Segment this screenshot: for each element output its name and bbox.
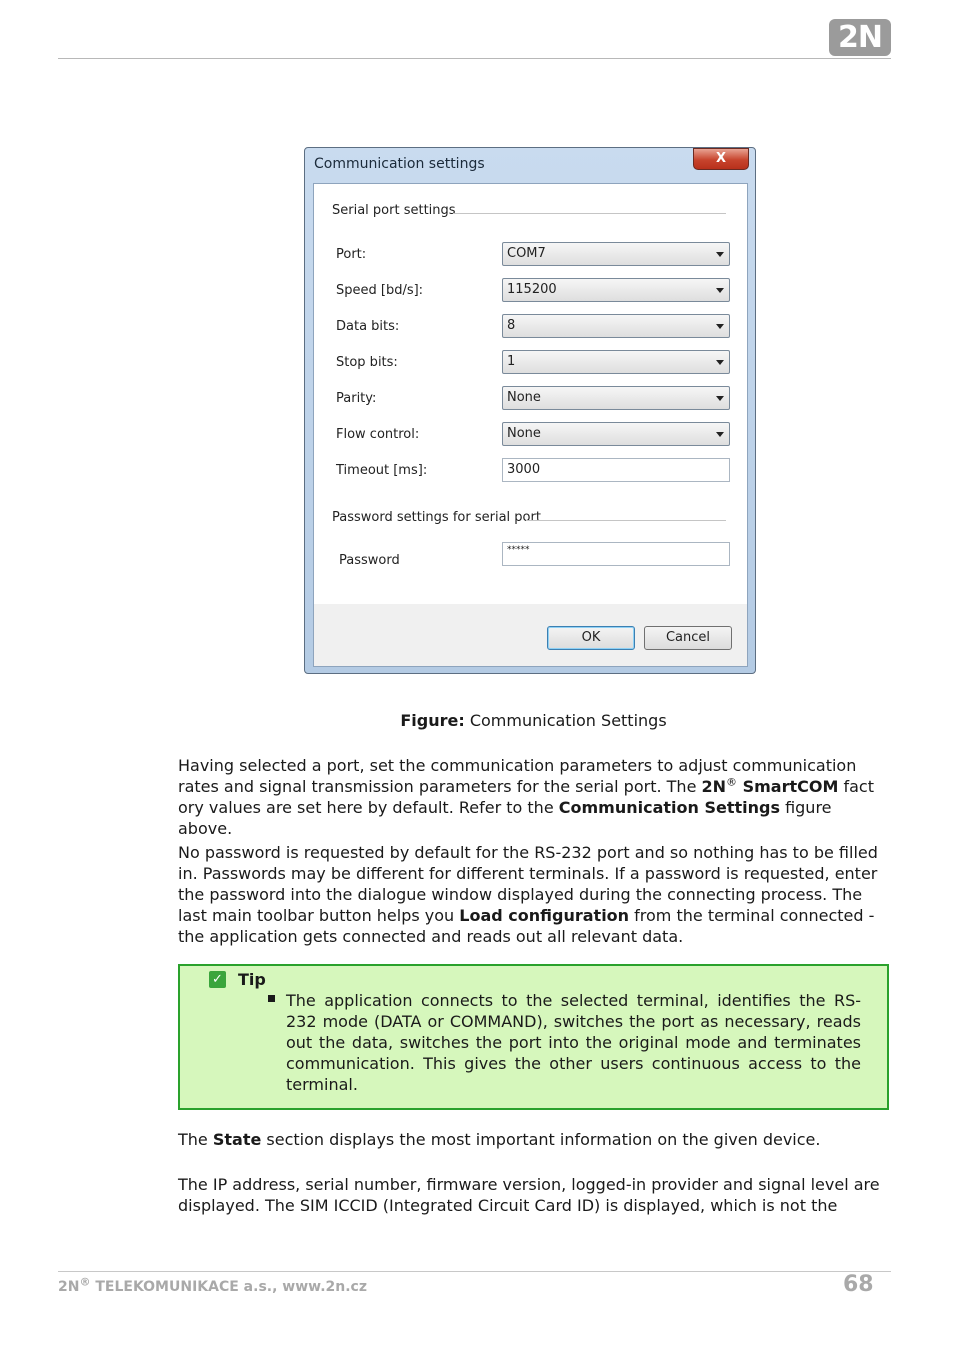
tip-title: Tip [238, 970, 266, 989]
stop-bits-select[interactable]: 1 [502, 350, 730, 374]
flow-control-label: Flow control: [336, 427, 420, 442]
tip-box [178, 964, 889, 1110]
page-number: 68 [843, 1272, 874, 1297]
speed-label: Speed [bd/s]: [336, 283, 424, 298]
paragraph-state: The State section displays the most important information on the given device. [178, 1130, 821, 1149]
group-divider [526, 520, 726, 521]
chevron-down-icon [716, 396, 724, 401]
tip-text: The application connects to the selected terminal, identifies the RS-232 mode (DATA or COMMAND), switches the port as necessary, reads out the data, switches the port into the original mode and terminates communication. This gives the other users continuous access to the terminal. [286, 991, 861, 1094]
figure-caption: Figure: Communication Settings [400, 711, 667, 730]
2n-logo: 2N [829, 19, 891, 56]
chevron-down-icon [716, 324, 724, 329]
password-label: Password [339, 553, 400, 568]
chevron-down-icon [716, 288, 724, 293]
close-icon[interactable]: X [693, 148, 749, 170]
parity-label: Parity: [336, 391, 377, 406]
ok-button[interactable]: OK [547, 626, 635, 650]
group-divider [453, 213, 726, 214]
serial-port-group-label: Serial port settings [332, 203, 456, 218]
data-bits-label: Data bits: [336, 319, 400, 334]
dialog-client-area [313, 183, 748, 667]
bullet-icon [268, 995, 275, 1002]
port-label: Port: [336, 247, 367, 262]
paragraph-parameters: Having selected a port, set the communication parameters to adjust communication rates and signal transmission parameters for the serial port. The 2N® SmartCOM fact ory values are set here by default. Refer to the Communication Settings figure above. [178, 756, 874, 838]
chevron-down-icon [716, 360, 724, 365]
password-input[interactable]: ***** [502, 542, 730, 566]
chevron-down-icon [716, 252, 724, 257]
parity-select[interactable]: None [502, 386, 730, 410]
stop-bits-label: Stop bits: [336, 355, 398, 370]
chevron-down-icon [716, 432, 724, 437]
dialog-title: Communication settings [314, 156, 485, 172]
flow-control-select[interactable]: None [502, 422, 730, 446]
paragraph-password: No password is requested by default for the RS-232 port and so nothing has to be filled in. Passwords may be different for different terminals. If a password is requested, enter the password into the dialogue window displayed during the connecting process. The last main toolbar button helps you Load configuration from the terminal connected - the application gets connected and reads out all relevant data. [178, 843, 878, 946]
password-group-label: Password settings for serial port [332, 510, 541, 525]
timeout-label: Timeout [ms]: [336, 463, 428, 478]
communication-settings-dialog [304, 147, 756, 674]
footer-company: 2N® TELEKOMUNIKACE a.s., www.2n.cz [58, 1275, 367, 1295]
dialog-button-bar [314, 604, 747, 666]
port-select[interactable]: COM7 [502, 242, 730, 266]
checkmark-icon: ✓ [209, 971, 226, 988]
data-bits-select[interactable]: 8 [502, 314, 730, 338]
footer-divider [58, 1271, 891, 1272]
paragraph-ip-address: The IP address, serial number, firmware version, logged-in provider and signal level are displayed. The SIM ICCID (Integrated Circuit Card ID) is displayed, which is not the [178, 1175, 880, 1215]
header-divider [58, 58, 891, 59]
timeout-input[interactable]: 3000 [502, 458, 730, 482]
speed-select[interactable]: 115200 [502, 278, 730, 302]
cancel-button[interactable]: Cancel [644, 626, 732, 650]
